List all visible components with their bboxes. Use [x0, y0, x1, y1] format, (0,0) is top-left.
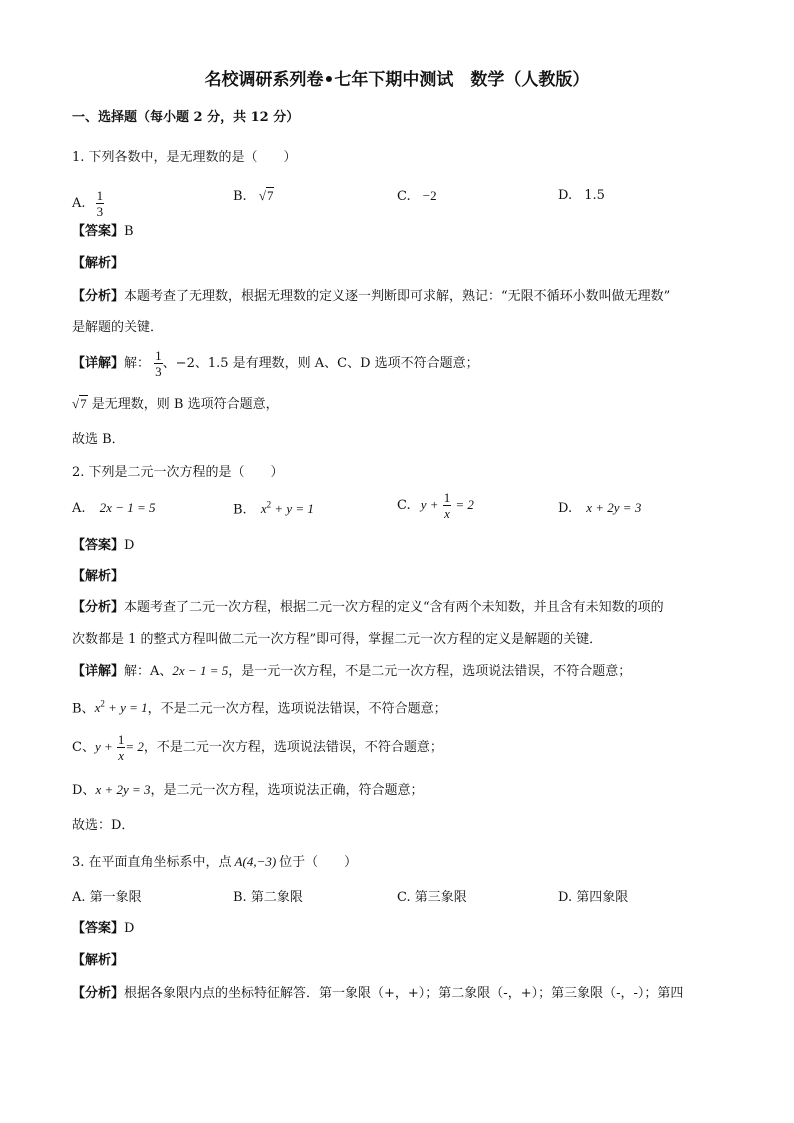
- numerator: 1: [96, 188, 104, 203]
- option-label: A.: [72, 196, 86, 211]
- option-label: A.: [72, 501, 86, 516]
- q1-option-a: [72, 188, 104, 219]
- fraction: [443, 490, 452, 521]
- option-label: C.: [397, 890, 411, 905]
- q1-jiexi: 【解析】: [72, 256, 125, 271]
- q2-stem: 2. 下列是二元一次方程的是（ ）: [72, 465, 284, 480]
- denominator: 3: [155, 364, 162, 379]
- q3-option-b: [233, 890, 303, 906]
- stem-pre: 3. 在平面直角坐标系中，点: [72, 855, 232, 870]
- option-label: B.: [233, 189, 247, 204]
- q3-fenxi-line1: [72, 986, 683, 1002]
- base: x: [260, 501, 267, 517]
- xiangjie-post: ，是一元一次方程，不是二元一次方程，选项说法错误，不符合题意；: [228, 664, 632, 679]
- option-equation: [261, 501, 314, 516]
- xiangjie-post: ，不是二元一次方程，选项说法错误，不符合题意；: [143, 740, 443, 755]
- q3-option-d: [558, 890, 628, 906]
- q1-option-b: [233, 188, 274, 205]
- option-label: B.: [233, 502, 247, 518]
- option-text: 第三象限: [414, 890, 467, 905]
- equation-lhs: y +: [94, 739, 113, 754]
- answer-tag: 【答案】: [72, 921, 125, 936]
- square-root: √7: [258, 188, 274, 203]
- answer-value: B: [124, 224, 134, 239]
- q2-option-c: [397, 490, 474, 521]
- option-lhs: y +: [420, 497, 439, 512]
- q2-jiexi: 【解析】: [72, 569, 125, 584]
- equation-rest: + y = 1: [104, 700, 148, 716]
- base: x: [94, 700, 101, 716]
- option-label: C.: [397, 498, 411, 513]
- equation: [95, 700, 148, 715]
- equation-rhs: = 2: [125, 739, 144, 754]
- q1-answer: [72, 224, 134, 240]
- q3-answer: [72, 921, 134, 937]
- xiangjie-post: 、−2、1.5 是有理数，则 A、C、D 选项不符合题意；: [162, 356, 479, 371]
- fenxi-text: 本题考查了无理数，根据无理数的定义逐一判断即可求解，熟记：“无限不循环小数叫做无理数”: [124, 289, 671, 304]
- equation: x + 2y = 3: [95, 782, 151, 797]
- option-value: −2: [422, 188, 437, 203]
- fraction: [96, 188, 105, 219]
- q1-fenxi-line2: 是解题的关键．: [72, 320, 164, 335]
- q1-fenxi-line1: [72, 289, 670, 305]
- equation-rest: + y = 1: [271, 501, 314, 517]
- xiangjie-post: ，不是二元一次方程，选项说法错误，不符合题意；: [147, 701, 447, 717]
- q2-fenxi-line1: [72, 600, 664, 616]
- point: A(4,−3): [234, 854, 277, 869]
- answer-tag: 【答案】: [72, 224, 125, 239]
- q1-xiangjie: [72, 348, 479, 379]
- q3-jiexi: 【解析】: [72, 953, 125, 968]
- denominator: 3: [96, 204, 104, 219]
- option-label: C.: [397, 189, 411, 204]
- q1-conclusion: 故选 B．: [72, 432, 125, 447]
- q2-answer: [72, 538, 134, 554]
- section-heading: 一、选择题（每小题 2 分，共 12 分）: [72, 110, 300, 125]
- option-label: D.: [558, 188, 573, 203]
- q2-option-d: [558, 500, 641, 517]
- q2-fenxi-line2: 次数都是 1 的整式方程叫做二元一次方程”即可得，掌握二元一次方程的定义是解题的关键．: [72, 632, 603, 647]
- option-equation: x + 2y = 3: [586, 500, 642, 515]
- option-label: D.: [558, 890, 573, 905]
- option-text: 第四象限: [576, 890, 629, 905]
- xiangjie-pre: C、: [72, 740, 95, 755]
- denominator: x: [444, 506, 450, 521]
- numerator: 1: [443, 490, 451, 505]
- xiangjie-pre: D、: [72, 783, 96, 798]
- q1-option-c: [397, 188, 437, 205]
- equation: 2x − 1 = 5: [172, 663, 229, 678]
- q1-xiangjie-line2: [72, 396, 279, 413]
- radicand: 7: [266, 188, 274, 203]
- numerator: 1: [117, 732, 125, 747]
- fenxi-tag: 【分析】: [72, 986, 125, 1001]
- fenxi-tag: 【分析】: [72, 600, 125, 615]
- q2-option-a: [72, 500, 156, 517]
- answer-tag: 【答案】: [72, 538, 125, 553]
- page-title: 名校调研系列卷•七年下期中测试 数学（人教版）: [204, 70, 590, 90]
- xiangjie-tag: 【详解】: [72, 664, 125, 679]
- fenxi-text: 根据各象限内点的坐标特征解答．第一象限（+，+）；第二象限（-，+）；第三象限（-，-）；第四: [124, 986, 684, 1001]
- fenxi-tag: 【分析】: [72, 289, 125, 304]
- option-rhs: = 2: [455, 497, 474, 512]
- q2-xiangjie-b: [72, 699, 447, 717]
- xiangjie-post: ，是二元一次方程，选项说法正确，符合题意；: [150, 783, 424, 798]
- q2-xiangjie-d: [72, 782, 424, 799]
- answer-value: D: [124, 538, 135, 553]
- option-equation: 2x − 1 = 5: [99, 500, 156, 515]
- q2-xiangjie-c: [72, 732, 443, 763]
- denominator: x: [118, 748, 125, 763]
- q3-stem: [72, 854, 357, 871]
- option-value: 1.5: [584, 188, 605, 203]
- xiangjie-pre: B、: [72, 701, 95, 717]
- q2-option-b: [233, 500, 314, 518]
- q2-conclusion: 故选：D．: [72, 818, 135, 833]
- q1-option-d: [558, 188, 605, 204]
- radicand: 7: [80, 396, 87, 411]
- option-label: A.: [72, 890, 86, 905]
- xiangjie-tag: 【详解】: [72, 356, 125, 371]
- xiangjie-pre: 解：A、: [124, 664, 173, 679]
- square-root: √7: [72, 396, 87, 411]
- q2-xiangjie-a: [72, 663, 631, 680]
- exponent: 2: [266, 500, 272, 510]
- q3-option-a: [72, 890, 142, 906]
- xiangjie-pre: 解：: [124, 356, 151, 371]
- fraction: [154, 348, 163, 379]
- fenxi-text: 本题考查了二元一次方程，根据二元一次方程的定义“含有两个未知数，并且含有未知数的项的: [124, 600, 664, 615]
- answer-value: D: [124, 921, 135, 936]
- stem-post: 位于（ ）: [279, 855, 358, 870]
- numerator: 1: [155, 348, 162, 363]
- option-label: D.: [558, 501, 573, 516]
- option-text: 第一象限: [89, 890, 142, 905]
- option-text: 第二象限: [250, 890, 303, 905]
- xiangjie-text: 是无理数，则 B 选项符合题意，: [87, 397, 279, 412]
- q3-option-c: [397, 890, 467, 906]
- exponent: 2: [100, 699, 105, 709]
- q1-stem: 1. 下列各数中，是无理数的是（ ）: [72, 150, 297, 165]
- option-label: B.: [233, 890, 247, 905]
